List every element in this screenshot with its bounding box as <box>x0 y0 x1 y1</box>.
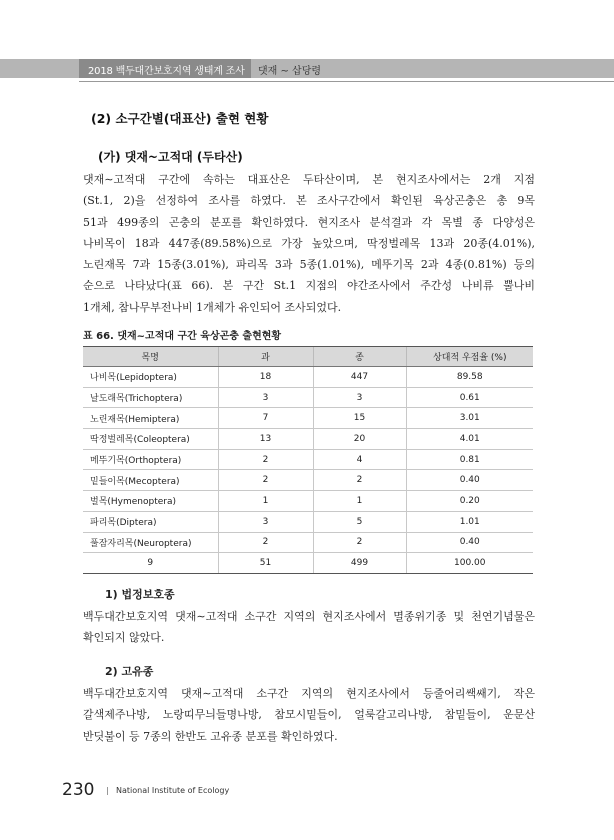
paragraph-line: 1개체, 참나무부전나비 1개체가 유인되어 조사되었다. <box>83 300 342 314</box>
header-divider <box>79 81 614 82</box>
table-header-row <box>83 347 533 367</box>
dominance-cell: 0.61 <box>406 387 533 408</box>
species-count-cell: 1 <box>313 491 406 512</box>
column-header: 종 <box>313 347 406 367</box>
paragraph-line: 백두대간보호지역 댓재∼고적대 소구간 지역의 현지조사에서 멸종위기종 및 천연기념물은 <box>83 610 535 623</box>
order-name-cell: 날도래목(Trichoptera) <box>83 387 218 408</box>
dominance-cell: 1.01 <box>406 511 533 532</box>
order-name-cell: 밑들이목(Mecoptera) <box>83 470 218 491</box>
section-heading: (2) 소구간별(대표산) 출현 현황 <box>91 111 269 126</box>
table-row <box>83 367 533 388</box>
family-count-cell: 1 <box>218 491 313 512</box>
page-number: 230 <box>62 780 95 800</box>
protected-species-heading: 1) 법정보호종 <box>105 588 175 601</box>
table-caption: 표 66. 댓재~고적대 구간 육상곤충 출현현황 <box>83 331 282 342</box>
dominance-cell: 0.40 <box>406 532 533 553</box>
insect-occurrence-table <box>83 346 533 574</box>
paragraph-line: 백두대간보호지역 댓재∼고적대 소구간 지역의 현지조사에서 등줄어리쌕쌔기, 작은 <box>83 687 535 700</box>
dominance-cell: 0.81 <box>406 449 533 470</box>
table-row <box>83 470 533 491</box>
dominance-cell: 4.01 <box>406 429 533 450</box>
family-count-cell: 2 <box>218 449 313 470</box>
family-count-cell: 3 <box>218 387 313 408</box>
family-count-cell: 7 <box>218 408 313 429</box>
order-name-cell: 벌목(Hymenoptera) <box>83 491 218 512</box>
dominance-cell: 3.01 <box>406 408 533 429</box>
dominance-cell: 0.40 <box>406 470 533 491</box>
table-row <box>83 429 533 450</box>
endemic-species-paragraph <box>83 683 535 747</box>
species-count-cell: 4 <box>313 449 406 470</box>
column-header: 목명 <box>83 347 218 367</box>
species-count-cell: 447 <box>313 367 406 388</box>
table-row <box>83 532 533 553</box>
order-name-cell: 파리목(Diptera) <box>83 511 218 532</box>
order-name-cell: 메뚜기목(Orthoptera) <box>83 449 218 470</box>
table-row <box>83 449 533 470</box>
body-paragraph <box>83 169 535 318</box>
family-count-cell: 2 <box>218 532 313 553</box>
total-species-count: 499 <box>313 553 406 574</box>
order-name-cell: 노린재목(Hemiptera) <box>83 408 218 429</box>
endemic-species-heading: 2) 고유종 <box>105 665 154 678</box>
family-count-cell: 18 <box>218 367 313 388</box>
family-count-cell: 13 <box>218 429 313 450</box>
order-name-cell: 나비목(Lepidoptera) <box>83 367 218 388</box>
paragraph-line: 51과 499종의 곤충의 분포를 확인하였다. 현지조사 분석결과 각 목별 종 다양성은 <box>83 215 535 229</box>
footer-separator: | <box>106 786 109 795</box>
paragraph-line: 나비목이 18과 447종(89.58%)으로 가장 높았으며, 딱정벌레목 13과 20종(4.01%), <box>83 236 535 250</box>
paragraph-line: (St.1, 2)을 선정하여 조사를 하였다. 본 조사구간에서 확인된 육상곤충은 총 9목 <box>83 194 535 208</box>
running-header-subtitle: 댓재 ~ 삽당령 <box>258 66 322 77</box>
table-row <box>83 491 533 512</box>
subsection-heading: (가) 댓재~고적대 (두타산) <box>98 150 243 164</box>
column-header: 과 <box>218 347 313 367</box>
species-count-cell: 2 <box>313 532 406 553</box>
table-row <box>83 511 533 532</box>
order-name-cell: 풀잠자리목(Neuroptera) <box>83 532 218 553</box>
footer-organization: National Institute of Ecology <box>116 786 230 795</box>
paragraph-line: 확인되지 않았다. <box>83 631 165 645</box>
paragraph-line: 댓재∼고적대 구간에 속하는 대표산은 두타산이며, 본 현지조사에서는 2개 지점 <box>83 173 535 186</box>
family-count-cell: 2 <box>218 470 313 491</box>
species-count-cell: 5 <box>313 511 406 532</box>
paragraph-line: 반딧불이 등 7종의 한반도 고유종 분포를 확인하였다. <box>83 729 338 743</box>
dominance-cell: 0.20 <box>406 491 533 512</box>
species-count-cell: 2 <box>313 470 406 491</box>
paragraph-line: 순으로 나타났다(표 66). 본 구간 St.1 지점의 야간조사에서 주간성 나비류 뿔나비 <box>83 279 535 293</box>
protected-species-paragraph <box>83 606 535 649</box>
running-header-title: 2018 백두대간보호지역 생태계 조사 <box>88 66 245 77</box>
species-count-cell: 20 <box>313 429 406 450</box>
column-header: 상대적 우점율 (%) <box>406 347 533 367</box>
table-row <box>83 408 533 429</box>
total-order-count: 9 <box>83 553 218 574</box>
family-count-cell: 3 <box>218 511 313 532</box>
species-count-cell: 3 <box>313 387 406 408</box>
total-family-count: 51 <box>218 553 313 574</box>
order-name-cell: 딱정벌레목(Coleoptera) <box>83 429 218 450</box>
table-row <box>83 387 533 408</box>
table-total-row <box>83 553 533 574</box>
paragraph-line: 노린재목 7과 15종(3.01%), 파리목 3과 5종(1.01%), 메뚜기목 2과 4종(0.81%) 등의 <box>83 258 535 272</box>
paragraph-line: 갈색제주나방, 노랑띠무늬들명나방, 참모시밑들이, 얼룩갈고리나방, 참밑들이, 운문산 <box>83 708 535 722</box>
dominance-cell: 89.58 <box>406 367 533 388</box>
species-count-cell: 15 <box>313 408 406 429</box>
total-dominance: 100.00 <box>406 553 533 574</box>
